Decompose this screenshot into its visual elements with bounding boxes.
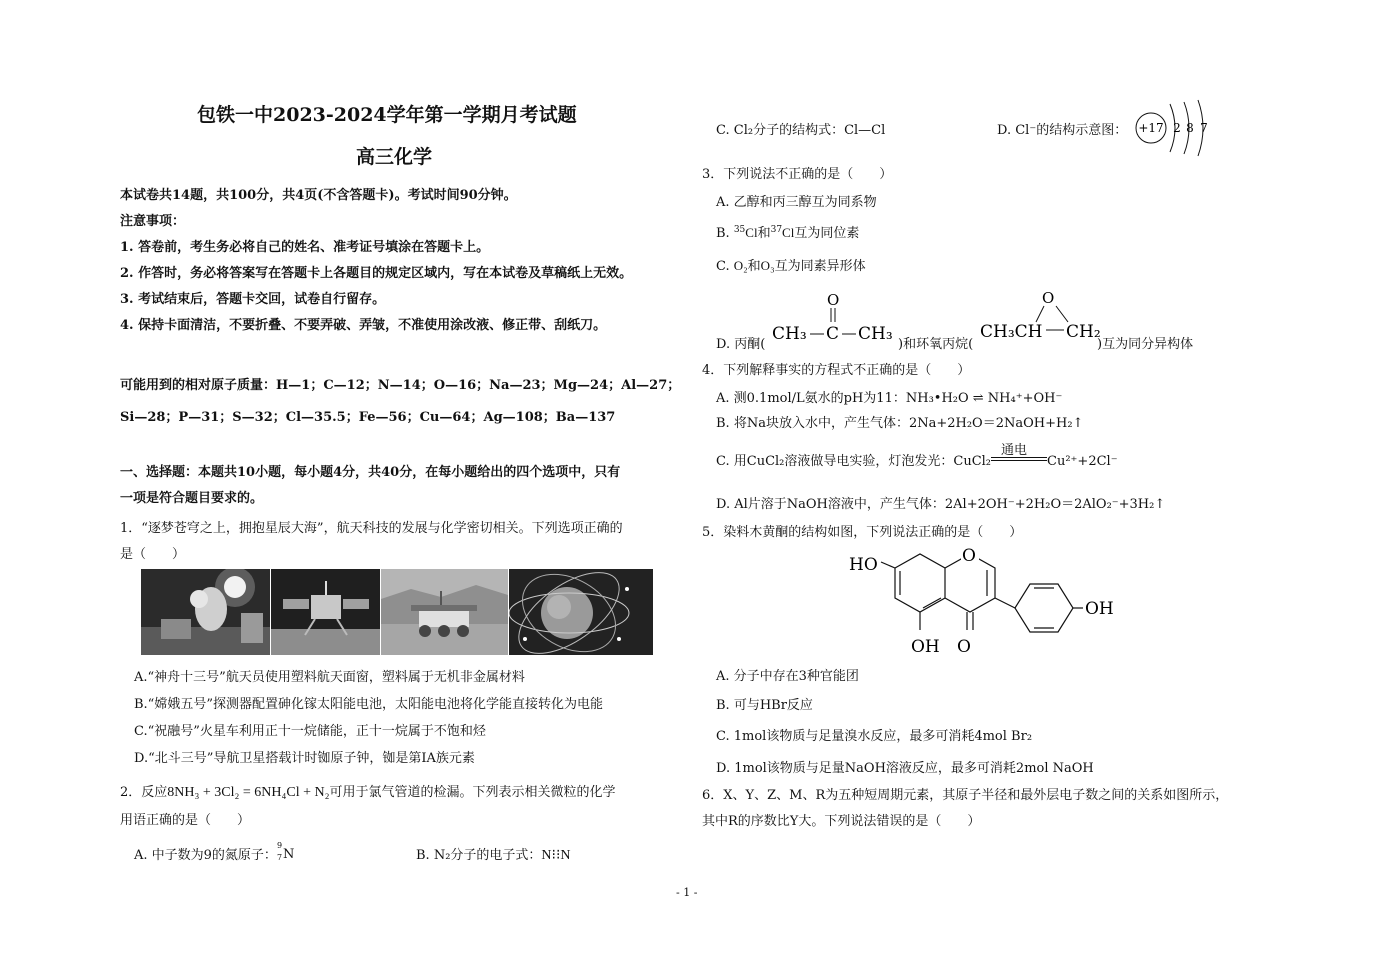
- lunar-lander-photo: [271, 569, 380, 655]
- acetone-top: O: [827, 291, 840, 309]
- question-6-stem: 其中R的序数比Y大。下列说法错误的是（ ）: [702, 814, 981, 829]
- q3-option-d-label: D. 丙酮(: [716, 337, 766, 352]
- notice-item: 1. 答卷前，考生务必将自己的姓名、准考证号填涂在答题卡上。: [120, 240, 490, 255]
- epoxide-top: O: [1042, 289, 1055, 307]
- q3-option-d-post: )互为同分异构体: [1097, 337, 1194, 352]
- q3-option-d-mid: )和环氧丙烷(: [898, 337, 974, 352]
- exam-subtitle: 高三化学: [356, 146, 433, 168]
- hydroxyl-left: HO: [849, 555, 878, 575]
- q1-option-d: D.“北斗三号”导航卫星搭载计时铷原子钟，铷是第ⅠA族元素: [134, 751, 475, 766]
- mass-number: 9: [276, 841, 283, 850]
- q2-option-b: [416, 844, 571, 864]
- q2-equation: 8NH₃ + 3Cl₂ = 6NH₄Cl + N₂: [167, 785, 330, 800]
- notice-item: 2. 作答时，务必将答案写在答题卡上各题目的规定区域内，写在本试卷及草稿纸上无效。: [120, 266, 633, 281]
- q1-option-b: B.“嫦娥五号”探测器配置砷化镓太阳能电池，太阳能电池将化学能直接转化为电能: [134, 697, 603, 712]
- atomic-mass-line: Si—28；P—31；S—32；Cl—35.5；Fe—56；Cu—64；Ag—108；Ba—137: [120, 410, 616, 425]
- shell-electrons: 2: [1173, 121, 1181, 135]
- q5-option-c: C. 1mol该物质与足量溴水反应，最多可消耗4mol Br₂: [716, 729, 1033, 744]
- carbonyl-oxygen: O: [957, 637, 971, 657]
- question-1-stem: 是（ ）: [120, 547, 186, 562]
- q4-option-d: D. Al片溶于NaOH溶液中，产生气体：2Al+2OH⁻+2H₂O＝2AlO₂⁻+3H₂↑: [716, 497, 1166, 512]
- beidou-satellite-photo: [509, 569, 653, 655]
- q1-option-a: A.“神舟十三号”航天员使用塑料航天面窗，塑料属于无机非金属材料: [134, 670, 525, 685]
- q5-option-b: B. 可与HBr反应: [716, 698, 813, 713]
- q3-option-b: [716, 222, 859, 241]
- q4-option-b: B. 将Na块放入水中，产生气体：2Na+2H₂O＝2NaOH+H₂↑: [716, 416, 1084, 431]
- mass-number: 35: [733, 225, 746, 235]
- genistein-structure: [845, 548, 1115, 662]
- epoxide-right: CH₂: [1066, 322, 1101, 342]
- epoxide-left: CH₃CH: [980, 322, 1043, 342]
- nucleus-charge: +17: [1138, 121, 1164, 135]
- question-6-stem: 6．X、Y、Z、M、R为五种短周期元素，其原子半径和最外层电子数之间的关系如图所示，: [702, 788, 1229, 803]
- reaction-condition: 通电: [1001, 443, 1028, 458]
- q2-option-c: C. Cl₂分子的结构式：Cl—Cl: [716, 123, 886, 138]
- epoxide-structure: [978, 286, 1108, 352]
- q4-option-c: [716, 443, 1118, 469]
- oxygen-allotropes: O₂和O₃: [733, 258, 775, 273]
- section-heading: 一项是符合题目要求的。: [120, 491, 264, 506]
- q4-option-c-text: C. 用CuCl₂溶液做导电实验，灯泡发光：CuCl₂: [716, 454, 992, 469]
- q2-option-d: D. Cl⁻的结构示意图：: [997, 123, 1128, 138]
- hydroxyl-right: OH: [1085, 599, 1114, 619]
- q5-option-a: A. 分子中存在3种官能团: [716, 669, 859, 684]
- q3-option-b-label: B.: [716, 226, 730, 241]
- isotope-symbol: Cl: [782, 225, 795, 240]
- shell-electrons: 8: [1186, 121, 1194, 135]
- atomic-mass-line: 可能用到的相对原子质量：H—1；C—12；N—14；O—16；Na—23；Mg—24；Al—27；: [120, 378, 681, 393]
- q2-stem-pre: 2．反应: [120, 785, 168, 800]
- n2-electron-formula: N⁝⁝N: [541, 848, 571, 863]
- q4-option-c-products: Cu²⁺+2Cl⁻: [1047, 454, 1118, 469]
- q3-option-c-label: C.: [716, 259, 730, 274]
- nuclide-symbol: [276, 841, 295, 862]
- q3-option-c: [716, 255, 866, 274]
- acetone-structure: [770, 288, 900, 354]
- conjunction: 和: [757, 226, 771, 241]
- page-number: - 1 -: [676, 886, 698, 899]
- q1-option-c: C.“祝融号”火星车利用正十一烷储能，正十一烷属于不饱和烃: [134, 724, 486, 739]
- question-2-stem: [120, 781, 616, 801]
- section-heading: 一、选择题：本题共10小题，每小题4分，共40分，在每小题给出的四个选项中，只有: [120, 465, 621, 480]
- notice-item: 4. 保持卡面清洁，不要折叠、不要弄破、弄皱，不准使用涂改液、修正带、刮纸刀。: [120, 318, 607, 333]
- mars-rover-photo: [381, 569, 508, 655]
- question-3-stem: 3．下列说法不正确的是（ ）: [702, 167, 893, 182]
- acetone-right: CH₃: [858, 324, 893, 344]
- q3-option-c-text: 互为同素异形体: [774, 259, 866, 274]
- q5-option-d: D. 1mol该物质与足量NaOH溶液反应，最多可消耗2mol NaOH: [716, 761, 1094, 776]
- acetone-left: CH₃: [772, 324, 807, 344]
- nuclide-letter: N: [282, 847, 295, 862]
- acetone-center: C: [826, 324, 840, 344]
- isotope-symbol: Cl: [745, 225, 758, 240]
- question-1-stem: 1．“逐梦苍穹之上，拥抱星辰大海”，航天科技的发展与化学密切相关。下列选项正确的: [120, 521, 623, 536]
- q2-option-b-label: B. N₂分子的电子式：: [416, 848, 542, 863]
- q4-option-a: A. 测0.1mol/L氨水的pH为11：NH₃•H₂O ⇌ NH₄⁺+OH⁻: [716, 391, 1063, 406]
- electrolysis-arrow: [991, 443, 1047, 465]
- atomic-number: 7: [276, 853, 283, 862]
- mass-number: 37: [770, 225, 783, 235]
- q2-stem-post: 可用于氯气管道的检漏。下列表示相关微粒的化学: [329, 785, 616, 800]
- exam-title: 包铁一中2023-2024学年第一学期月考试题: [197, 104, 577, 126]
- astronaut-photo: [141, 569, 270, 655]
- question-4-stem: 4．下列解释事实的方程式不正确的是（ ）: [702, 363, 971, 378]
- q3-option-b-text: 互为同位素: [794, 226, 860, 241]
- ring-oxygen: O: [962, 548, 976, 566]
- notice-heading: 注意事项：: [120, 214, 186, 229]
- hydroxyl-bottom: OH: [911, 637, 940, 657]
- q2-option-a: [134, 841, 295, 863]
- question-2-stem: 用语正确的是（ ）: [120, 813, 251, 828]
- q2-option-a-label: A. 中子数为9的氮原子：: [134, 848, 277, 863]
- notice-item: 3. 考试结束后，答题卡交回，试卷自行留存。: [120, 292, 386, 307]
- chloride-ion-diagram: [1132, 98, 1212, 162]
- question-5-stem: 5．染料木黄酮的结构如图，下列说法正确的是（ ）: [702, 525, 1023, 540]
- exam-info: 本试卷共14题，共100分，共4页(不含答题卡)。考试时间90分钟。: [120, 188, 517, 203]
- q3-option-a: A. 乙醇和丙三醇互为同系物: [716, 195, 877, 210]
- shell-electrons: 7: [1200, 121, 1208, 135]
